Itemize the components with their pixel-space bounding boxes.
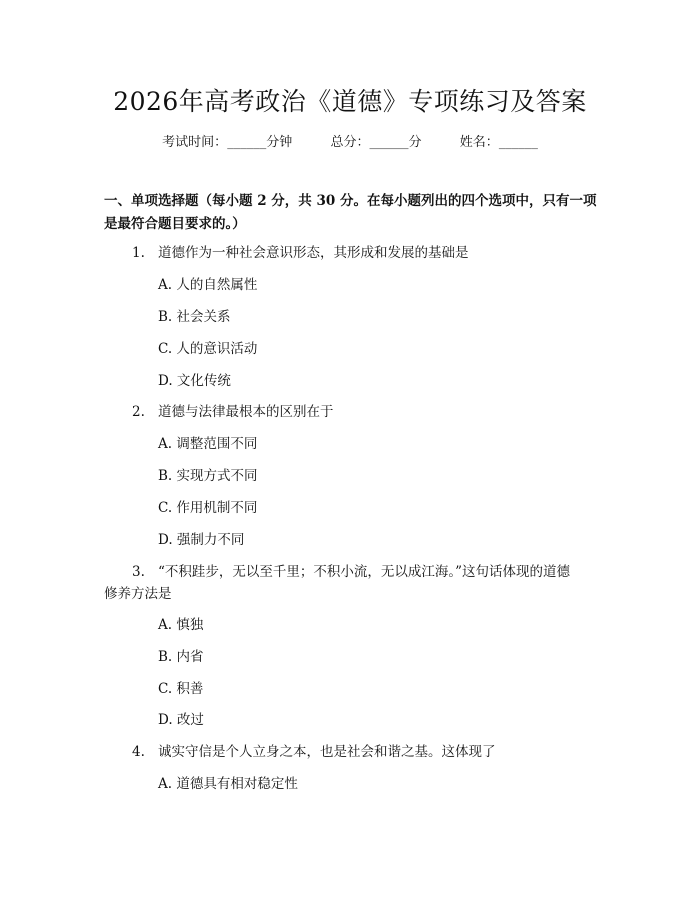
question-text: 诚实守信是个人立身之本，也是社会和谐之基。这体现了 <box>158 744 496 760</box>
page-title: 2026年高考政治《道德》专项练习及答案 <box>113 87 587 116</box>
section-heading: 一、单项选择题（每小题 2 分，共 30 分。在每小题列出的四个选项中，只有一项是最符合题目要求的。） <box>104 193 597 232</box>
option-b: B. 实现方式不同 <box>158 468 258 484</box>
option-a: A. 调整范围不同 <box>158 436 258 452</box>
question-text: “不积跬步，无以至千里；不积小流，无以成江海。”这句话体现的道德 <box>158 564 571 580</box>
option-d: D. 改过 <box>158 712 204 728</box>
option-a: A. 慎独 <box>158 617 204 633</box>
score-label: 总分： <box>330 135 370 150</box>
question-text-continued: 修养方法是 <box>104 586 172 602</box>
option-d: D. 文化传统 <box>158 373 231 389</box>
time-unit: 分钟 <box>266 135 293 150</box>
name-label: 姓名： <box>459 135 499 150</box>
option-c: C. 作用机制不同 <box>158 500 258 516</box>
question-text: 道德与法律最根本的区别在于 <box>158 404 334 420</box>
option-b: B. 社会关系 <box>158 309 231 325</box>
time-blank: ______ <box>227 135 267 150</box>
exam-info-line <box>0 131 700 150</box>
question-number: 1. <box>132 245 145 261</box>
score-unit: 分 <box>408 135 422 150</box>
time-label: 考试时间： <box>162 135 228 150</box>
option-a: A. 道德具有相对稳定性 <box>158 776 298 792</box>
question-text: 道德作为一种社会意识形态，其形成和发展的基础是 <box>158 245 469 261</box>
option-d: D. 强制力不同 <box>158 532 245 548</box>
option-c: C. 人的意识活动 <box>158 341 258 357</box>
question-number: 4. <box>132 744 145 760</box>
score-blank: ______ <box>369 135 409 150</box>
question-number: 2. <box>132 404 145 420</box>
option-c: C. 积善 <box>158 681 204 697</box>
option-a: A. 人的自然属性 <box>158 277 258 293</box>
option-b: B. 内省 <box>158 649 204 665</box>
question-number: 3. <box>132 564 145 580</box>
name-blank: ______ <box>498 135 538 150</box>
